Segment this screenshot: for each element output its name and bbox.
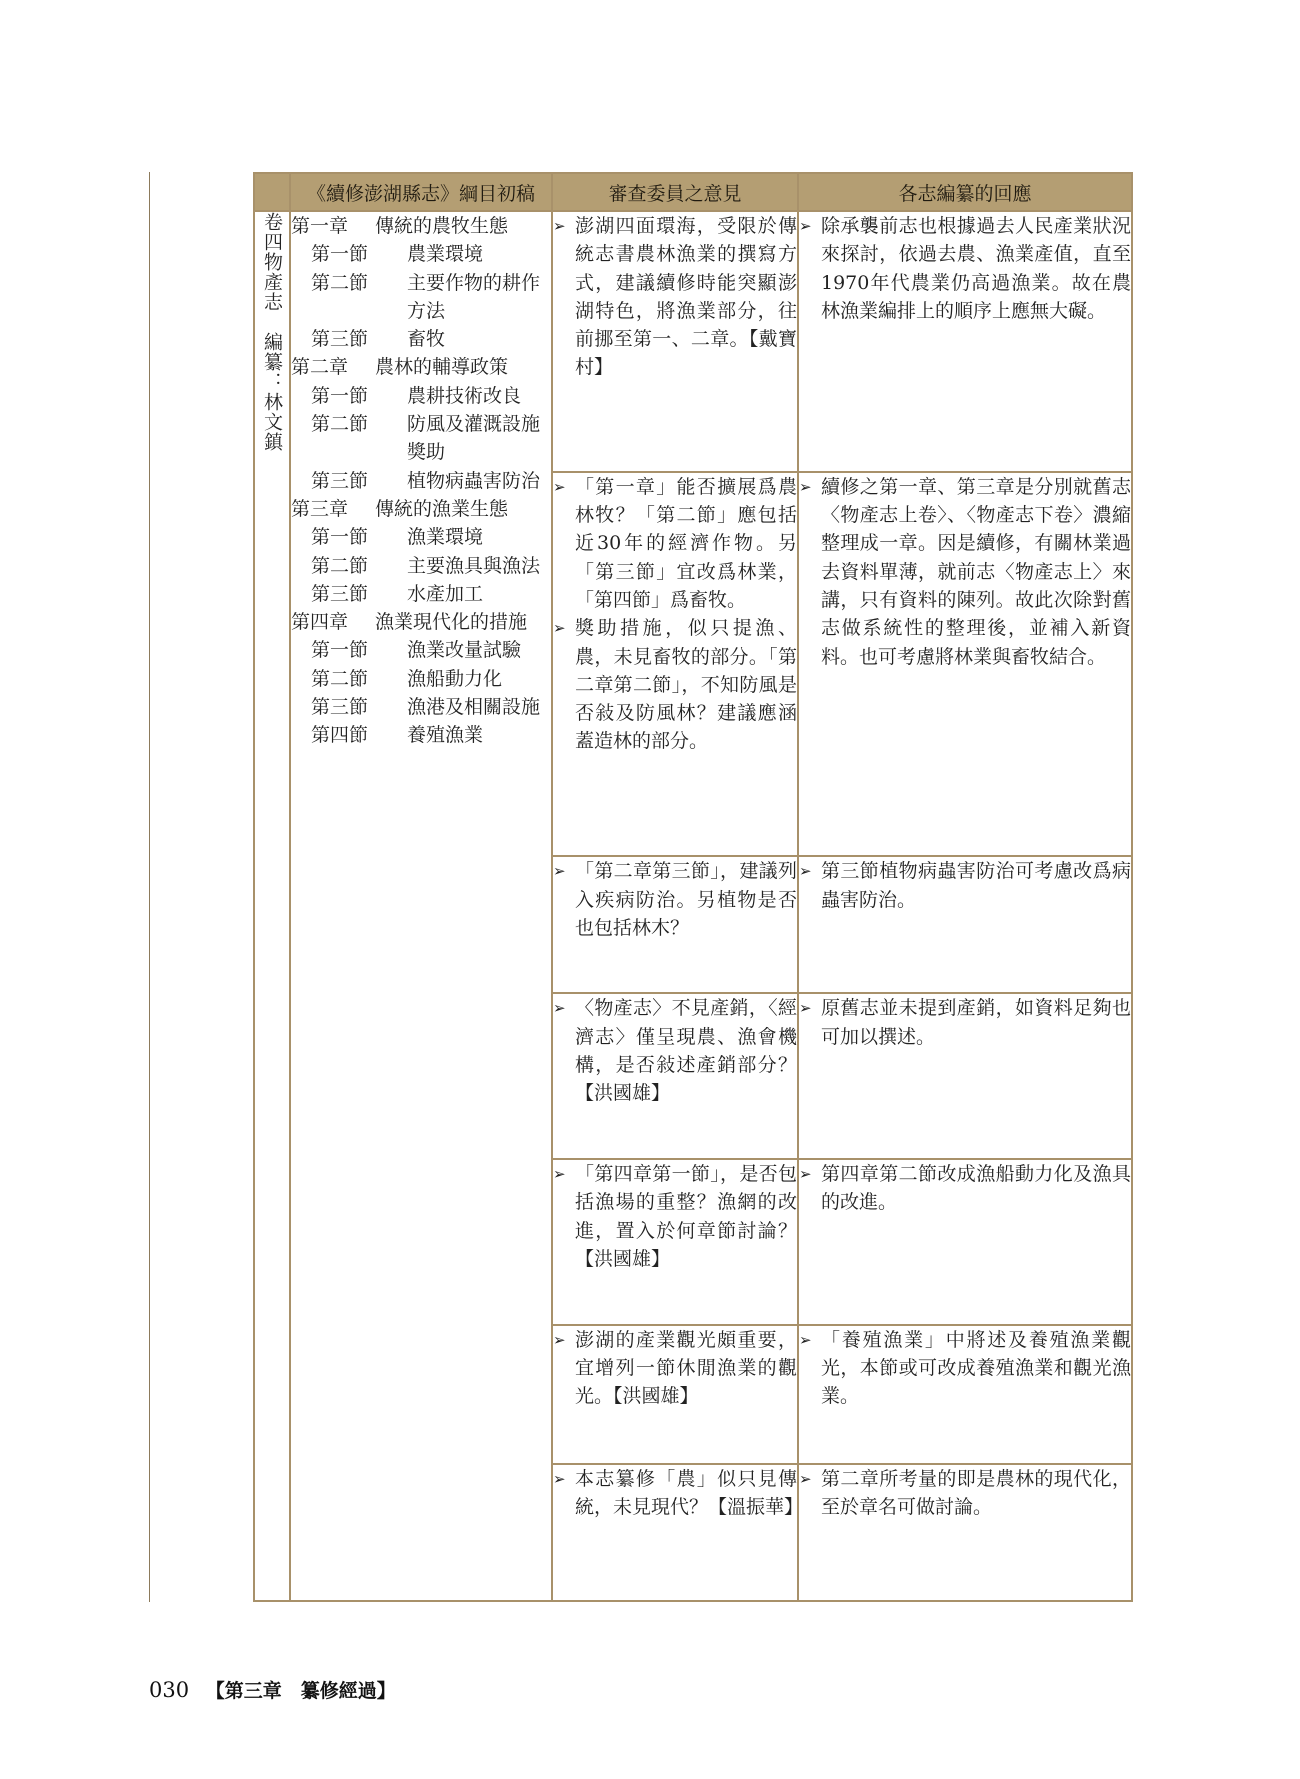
outline-number: 第三節 <box>311 696 369 719</box>
outline-number: 第三節 <box>311 469 369 492</box>
arrow-bullet-icon: ➢ <box>799 862 812 881</box>
opinion-item <box>553 1465 804 1522</box>
arrow-bullet-icon: ➢ <box>553 1164 566 1183</box>
arrow-bullet-icon: ➢ <box>553 1330 566 1349</box>
reviewer-opinion-cell <box>552 1325 798 1464</box>
opinion-text: 「第四章第一節」，是否包括漁場的重整？漁網的改進，置入於何章節討論？【洪國雄】 <box>575 1162 797 1270</box>
outline-title: 漁業現代化的措施 <box>375 611 528 634</box>
response-item <box>799 473 1131 671</box>
outline-title: 植物病蟲害防治 <box>407 469 541 492</box>
reviewer-opinion-cell <box>552 993 798 1159</box>
response-text: 「養殖漁業」中將述及養殖漁業觀光，本節或可改成養殖漁業和觀光漁業。 <box>821 1328 1131 1408</box>
header-blank <box>254 173 290 211</box>
outline-chapter <box>291 353 551 381</box>
outline-number: 第二節 <box>311 271 369 294</box>
arrow-bullet-icon: ➢ <box>553 619 566 638</box>
opinion-text: 澎湖四面環海，受限於傳統志書農林漁業的撰寫方式，建議續修時能突顯澎湖特色，將漁業部分，往前挪至第一、二章。【戴寶村】 <box>575 215 797 379</box>
opinion-item <box>553 473 797 614</box>
outline-title: 漁船動力化 <box>407 667 503 690</box>
response-item <box>799 1326 1131 1411</box>
outline-section <box>291 467 551 495</box>
outline-title: 傳統的農牧生態 <box>375 215 509 237</box>
outline-number: 第一章 <box>291 215 349 237</box>
outline-review-table <box>253 172 1133 1602</box>
outline-title: 農業環境 <box>407 243 484 266</box>
reviewer-opinion-cell <box>552 1159 798 1325</box>
response-item <box>799 857 1131 914</box>
table-row <box>254 211 1132 472</box>
opinion-item <box>553 994 797 1107</box>
outline-number: 第二節 <box>311 554 369 577</box>
outline-number: 第一節 <box>311 243 369 266</box>
outline-section <box>291 636 551 664</box>
page-footer <box>149 1676 396 1703</box>
response-text: 第四章第二節改成漁船動力化及漁具的改進。 <box>821 1162 1131 1214</box>
response-text: 第二章所考量的即是農林的現代化，至於章名可做討論。 <box>821 1467 1131 1519</box>
footer-chapter-title: 【第三章 纂修經過】 <box>205 1680 396 1702</box>
arrow-bullet-icon: ➢ <box>553 1469 566 1488</box>
outline-number: 第四節 <box>311 724 369 747</box>
outline-number: 第一節 <box>311 384 369 407</box>
outline-chapter <box>291 608 551 636</box>
response-item <box>799 1160 1131 1217</box>
outline-section <box>291 382 551 410</box>
opinion-item <box>553 212 797 382</box>
outline-title: 主要漁具與漁法 <box>407 554 541 577</box>
outline-section <box>291 552 551 580</box>
outline-section <box>291 693 551 721</box>
arrow-bullet-icon: ➢ <box>553 477 566 496</box>
outline-section <box>291 721 551 749</box>
opinion-text: 本志纂修「農」似只見傳統，未見現代？【溫振華】 <box>575 1467 804 1519</box>
header-outline-draft: 《續修澎湖縣志》綱目初稿 <box>290 173 552 211</box>
opinion-text: 獎助措施，似只提漁、農，未見畜牧的部分。「第二章第二節」，不知防風是否敍及防風林？建議應涵蓋造林的部分。 <box>575 617 797 753</box>
opinion-item <box>553 1160 797 1273</box>
outline-chapter <box>291 495 551 523</box>
outline-number: 第三章 <box>291 497 349 520</box>
opinion-item <box>553 1326 797 1411</box>
arrow-bullet-icon: ➢ <box>553 999 566 1018</box>
arrow-bullet-icon: ➢ <box>799 1164 812 1183</box>
table-header-row <box>254 173 1132 211</box>
reviewer-opinion-cell <box>552 1464 804 1601</box>
outline-section <box>291 240 551 268</box>
outline-chapter <box>291 212 551 240</box>
outline-title: 漁業改量試驗 <box>407 639 522 662</box>
outline-number: 第一節 <box>311 639 369 662</box>
volume-label: 卷四物產志 編纂：林文鎮 <box>261 212 283 452</box>
arrow-bullet-icon: ➢ <box>553 862 566 881</box>
outline-title: 水產加工 <box>407 582 484 605</box>
response-item <box>799 994 1131 1051</box>
outline-section <box>291 580 551 608</box>
response-item <box>799 1465 1131 1522</box>
arrow-bullet-icon: ➢ <box>799 1469 812 1488</box>
opinion-text: 「第二章第三節」，建議列入疾病防治。另植物是否也包括林木？ <box>575 860 797 939</box>
outline-title: 主要作物的耕作方法 <box>407 271 541 322</box>
outline-section <box>291 325 551 353</box>
opinion-text: 澎湖的產業觀光頗重要，宜增列一節休閒漁業的觀光。【洪國雄】 <box>575 1328 797 1408</box>
opinion-item <box>553 614 797 755</box>
response-text: 除承襲前志也根據過去人民產業狀況來探討，依過去農、漁業產值，直至1970年代農業仍高過漁業。故在農林漁業編排上的順序上應無大礙。 <box>821 215 1131 322</box>
response-text: 原舊志並未提到產銷，如資料足夠也可加以撰述。 <box>821 997 1131 1048</box>
page-number: 030 <box>149 1678 190 1702</box>
arrow-bullet-icon: ➢ <box>799 999 812 1018</box>
arrow-bullet-icon: ➢ <box>799 477 812 496</box>
outline-title: 防風及灌溉設施獎助 <box>407 413 541 464</box>
volume-label-cell <box>254 211 290 1601</box>
arrow-bullet-icon: ➢ <box>799 1330 812 1349</box>
margin-rule <box>149 172 150 1602</box>
outline-section <box>291 410 551 467</box>
reviewer-opinion-cell <box>552 211 798 472</box>
outline-title: 畜牧 <box>407 328 446 351</box>
outline-title: 傳統的漁業生態 <box>375 497 509 520</box>
outline-section <box>291 269 551 326</box>
outline-title: 養殖漁業 <box>407 724 484 747</box>
editor-response-cell <box>798 1325 1132 1464</box>
response-text: 第三節植物病蟲害防治可考慮改爲病蟲害防治。 <box>821 860 1131 911</box>
arrow-bullet-icon: ➢ <box>799 217 812 235</box>
opinion-text: 〈物產志〉不見產銷，〈經濟志〉僅呈現農、漁會機構，是否敍述產銷部分？【洪國雄】 <box>575 997 797 1105</box>
outline-number: 第一節 <box>311 526 369 549</box>
reviewer-opinion-cell <box>552 856 798 993</box>
response-text: 續修之第一章、第三章是分別就舊志〈物產志上卷〉、〈物產志下卷〉濃縮整理成一章。因是續修，有關林業過去資料單薄，就前志〈物產志上〉來講，只有資料的陳列。故此次除對舊志做系統性的整理後，並補入新資料。也可考慮將林業與畜牧結合。 <box>821 475 1131 668</box>
editor-response-cell <box>798 993 1132 1159</box>
outline-title: 農林的輔導政策 <box>375 356 509 379</box>
outline-number: 第四章 <box>291 611 349 634</box>
header-reviewer-opinions: 審查委員之意見 <box>552 173 798 211</box>
opinion-text: 「第一章」能否擴展爲農林牧？「第二節」應包括近30年的經濟作物。另「第三節」宜改爲林業，「第四節」爲畜牧。 <box>575 475 797 611</box>
editor-response-cell <box>798 1159 1132 1325</box>
outline-number: 第三節 <box>311 328 369 351</box>
arrow-bullet-icon: ➢ <box>553 217 566 235</box>
outline-section <box>291 523 551 551</box>
outline-number: 第三節 <box>311 582 369 605</box>
editor-response-cell <box>798 211 1132 472</box>
outline-number: 第二章 <box>291 356 349 379</box>
outline-number: 第二節 <box>311 667 369 690</box>
editor-response-cell <box>798 856 1132 993</box>
outline-title: 農耕技術改良 <box>407 384 522 407</box>
editor-response-cell <box>798 1464 1132 1601</box>
reviewer-opinion-cell <box>552 472 798 857</box>
outline-number: 第二節 <box>311 413 369 436</box>
outline-title: 漁港及相關設施 <box>407 696 541 719</box>
header-editor-responses: 各志編纂的回應 <box>798 173 1132 211</box>
opinion-item <box>553 857 797 942</box>
response-item <box>799 212 1131 325</box>
editor-response-cell <box>798 472 1132 857</box>
outline-cell <box>290 211 552 1601</box>
outline-title: 漁業環境 <box>407 526 484 549</box>
outline-section <box>291 665 551 693</box>
